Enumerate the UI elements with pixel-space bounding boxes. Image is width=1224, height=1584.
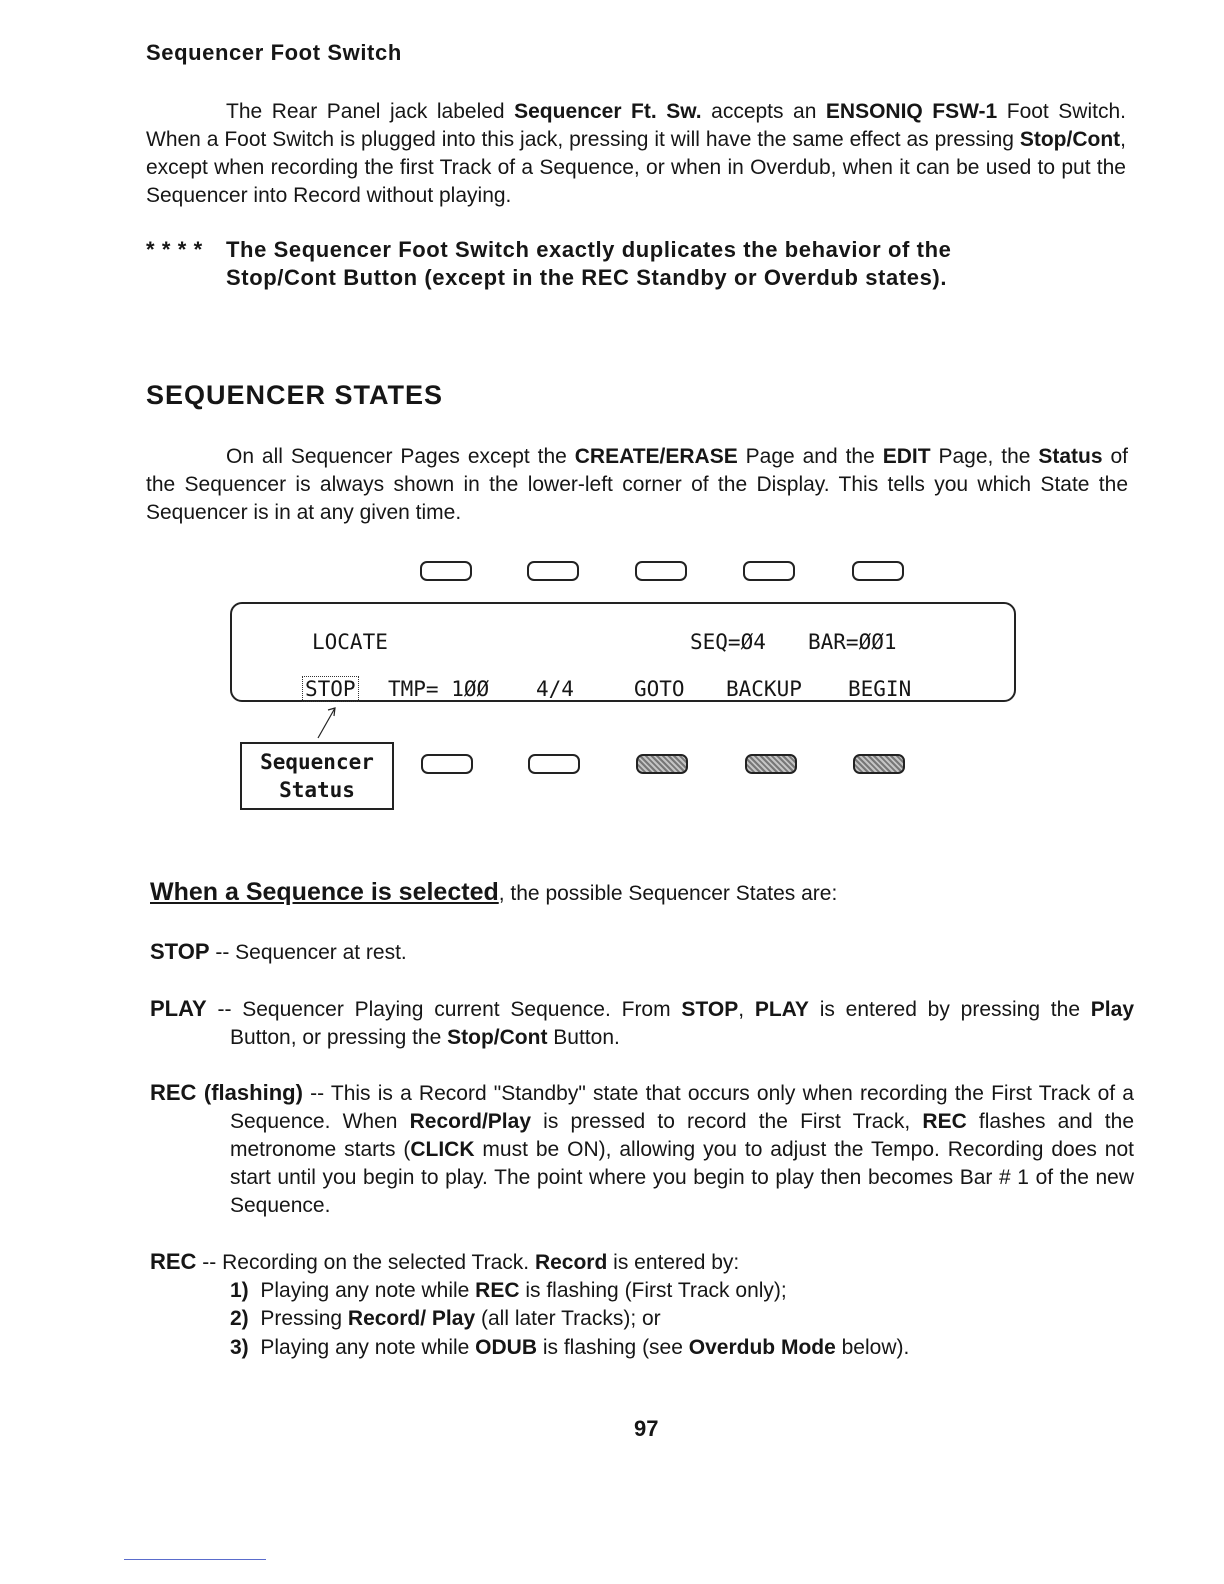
soft-button-top-5[interactable] [852,561,904,581]
rec-list-item-1: 1) Playing any note while REC is flashing (First Track only); [230,1279,787,1302]
rec-list-item-2: 2) Pressing Record/ Play (all later Tracks); or [230,1307,661,1330]
note-stars: * * * * [146,237,203,262]
note-line-2: Stop/Cont Button (except in the REC Standby or Overdub states). [226,265,948,290]
sequencer-status-callout [240,742,394,810]
rec-list-item-3: 3) Playing any note while ODUB is flashing (see Overdub Mode below). [230,1336,910,1359]
state-rec-flashing: REC (flashing) -- This is a Record "Standby" state that occurs only when recording the First Track of a Sequence. When Record/Play is pressed to record the First Track, REC flashes and the metronome starts (CLICK must be ON), allowing you to adjust the Tempo. Recording does not start until you begin to play. The point where you begin to play then becomes Bar # 1 of the new Sequence. [150,1080,1135,1217]
soft-button-bottom-4-backup[interactable] [745,754,797,774]
lcd-tempo: TMP= 1ØØ [388,677,490,701]
state-stop: STOP -- Sequencer at rest. [150,939,407,964]
state-rec: REC -- Recording on the selected Track. Record is entered by: [150,1249,740,1274]
lcd-sequence-number: SEQ=Ø4 [690,630,766,654]
soft-button-top-1[interactable] [420,561,472,581]
lcd-softkey-backup: BACKUP [726,677,802,701]
lcd-softkey-begin: BEGIN [848,677,912,701]
foot-switch-paragraph: The Rear Panel jack labeled Sequencer Ft. Sw. accepts an ENSONIQ FSW-1 Foot Switch. When a Foot Switch is plugged into this jack, pressing it will have the same effect as pressing Stop/Cont, except when recording the first Track of a Sequence, or when in Overdub, when it can be used to put the Sequencer into Record without playing. [146,100,1126,207]
lcd-status: STOP [302,676,359,702]
note-line-1: The Sequencer Foot Switch exactly duplicates the behavior of the [226,237,952,262]
lcd-meter: 4/4 [536,677,574,701]
lcd-page-name: LOCATE [312,630,388,654]
soft-button-top-4[interactable] [743,561,795,581]
soft-button-bottom-1[interactable] [421,754,473,774]
behavior-note [146,236,1130,292]
lcd-bar-number: BAR=ØØ1 [808,630,897,654]
soft-button-bottom-2[interactable] [528,754,580,774]
soft-button-top-3[interactable] [635,561,687,581]
section-title: Sequencer Foot Switch [146,40,402,65]
soft-button-top-2[interactable] [527,561,579,581]
selected-intro-heading: When a Sequence is selected [150,878,499,906]
selected-intro-text: , the possible Sequencer States are: [498,882,838,905]
page-number: 97 [634,1416,659,1441]
callout-arrow [0,0,1,1]
states-intro-paragraph: On all Sequencer Pages except the CREATE/ERASE Page and the EDIT Page, the Status of the Sequencer is always shown in the lower-left corner of the Display. This tells you which State the Sequencer is in at any given time. [146,445,1128,524]
lcd-softkey-goto: GOTO [634,677,685,701]
sequencer-states-heading: SEQUENCER STATES [146,380,444,410]
callout-line-2: Status [279,778,355,802]
soft-button-bottom-3-goto[interactable] [636,754,688,774]
callout-line-1: Sequencer [260,750,374,774]
footer-rule [124,1559,266,1560]
soft-button-bottom-5-begin[interactable] [853,754,905,774]
state-play: PLAY -- Sequencer Playing current Sequence. From STOP, PLAY is entered by pressing the Play Button, or pressing the Stop/Cont Button. [150,996,1134,1049]
selected-intro [150,878,837,907]
